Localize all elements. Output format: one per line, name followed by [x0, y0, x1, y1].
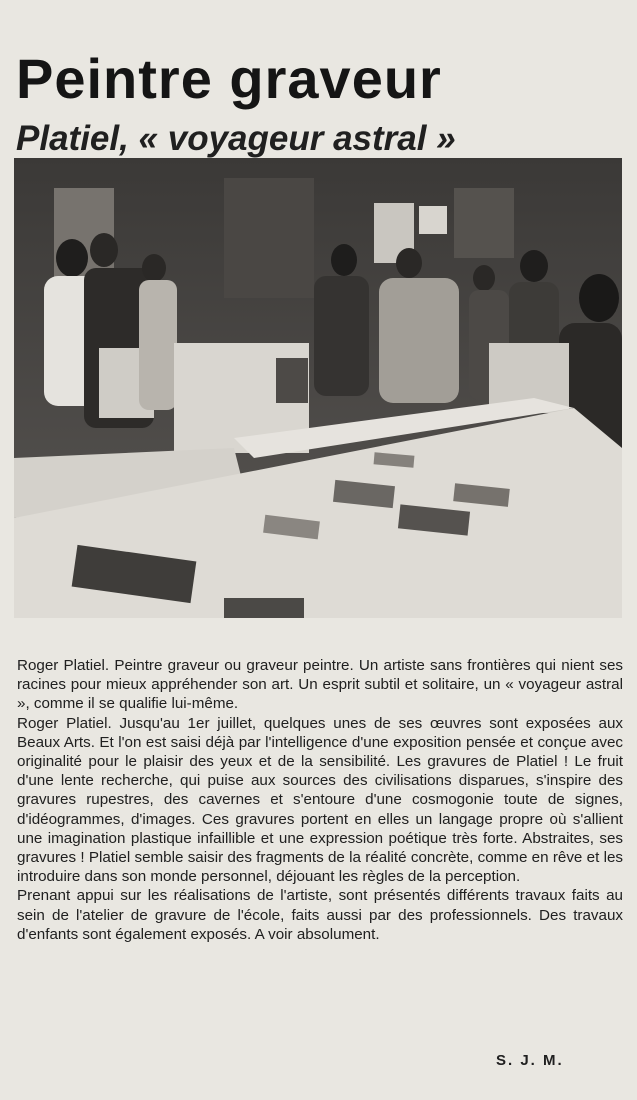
article-paragraph-3: Prenant appui sur les réalisations de l'artiste, sont présentés différents travaux faits au sein de l'atelier de gravure de l'école, faits aussi par des professionnels. Des travaux d'enfants sont également exposés. A voir absolument.	[17, 887, 623, 943]
article-paragraph-2: Roger Platiel. Jusqu'au 1er juillet, quelques unes de ses œuvres sont exposées aux Beaux Arts. Et l'on est saisi déjà par l'intelligence d'une exposition pensée et conçue avec originalité pour le plaisir des yeux et de la sensibilité. Les gravures de Platiel ! Le fruit d'une lente recherche, qui puise aux sources des civilisations disparues, s'inspire des gravures rupestres, des cavernes et s'entoure d'une cosmogonie toute de signes, d'idéogrammes, d'images. Ces gravures portent en elles un langage propre où s'allient une imagination plastique infaillible et une expression poétique très forte. Abstraites, ses gravures ! Platiel semble saisir des fragments de la réalité concrète, comme en rêve et les introduire dans son monde personnel, déjouant les règles de la perception.	[17, 714, 623, 886]
subheadline: Platiel, « voyageur astral »	[16, 119, 456, 159]
article-body	[17, 656, 623, 944]
exhibition-photo	[14, 158, 622, 618]
article-paragraph-1: Roger Platiel. Peintre graveur ou graveur peintre. Un artiste sans frontières qui nient ses racines pour mieux appréhender son art. Un esprit subtil et solitaire, un « voyageur astral », comme il se qualifie lui-même.	[17, 657, 623, 713]
author-signature: S. J. M.	[496, 1052, 564, 1069]
headline: Peintre graveur	[16, 46, 442, 110]
